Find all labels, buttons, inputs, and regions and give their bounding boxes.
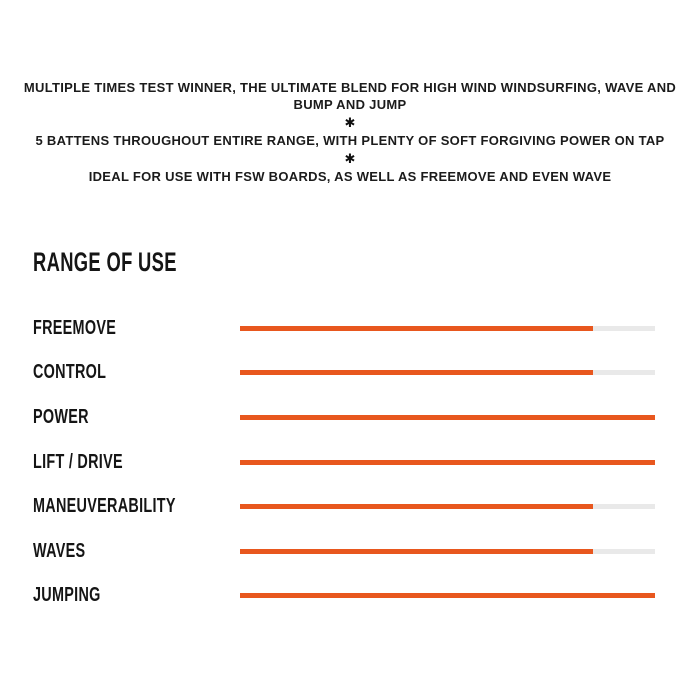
range-bar-row <box>33 440 655 485</box>
range-bar-fill <box>240 504 593 509</box>
range-bar-fill <box>240 549 593 554</box>
range-label-text: JUMPING <box>33 584 101 607</box>
range-of-use-title <box>33 248 700 276</box>
range-bar-fill <box>240 593 655 598</box>
range-label <box>33 451 240 474</box>
range-bar-row <box>33 395 655 440</box>
highlight-line-2: 5 BATTENS THROUGHOUT ENTIRE RANGE, WITH PLENTY OF SOFT FORGIVING POWER ON TAP <box>35 133 665 148</box>
range-label-text: LIFT / DRIVE <box>33 450 123 473</box>
range-label-text: CONTROL <box>33 361 107 384</box>
range-bar-track <box>240 415 655 420</box>
range-bar-row <box>33 306 655 351</box>
range-chart <box>33 306 655 618</box>
highlight-line-3: IDEAL FOR USE WITH FSW BOARDS, AS WELL AS FREEMOVE AND EVEN WAVE <box>88 169 612 184</box>
range-bar-row <box>33 574 655 619</box>
highlight-line-1: MULTIPLE TIMES TEST WINNER, THE ULTIMATE BLEND FOR HIGH WIND WINDSURFING, WAVE AND BUMP AND JUMP <box>23 80 677 112</box>
range-bar-fill <box>240 460 655 465</box>
range-bar-track <box>240 460 655 465</box>
range-label <box>33 317 240 340</box>
range-bar-track <box>240 326 655 331</box>
range-label <box>33 361 240 384</box>
range-label <box>33 584 240 607</box>
asterisk-icon: ✱ <box>344 151 356 166</box>
range-bar-track <box>240 504 655 509</box>
range-bar-fill <box>240 370 593 375</box>
range-bar-row <box>33 484 655 529</box>
range-bar-fill <box>240 415 655 420</box>
range-bar-track <box>240 549 655 554</box>
range-bar-track <box>240 593 655 598</box>
range-label <box>33 495 240 518</box>
product-highlights <box>0 0 700 185</box>
range-label-text: WAVES <box>33 539 86 562</box>
range-of-use-title-text: RANGE OF USE <box>33 247 177 277</box>
range-label <box>33 406 240 429</box>
range-bar-row <box>33 529 655 574</box>
range-label-text: POWER <box>33 405 89 428</box>
range-label-text: FREEMOVE <box>33 316 117 339</box>
range-bar-track <box>240 370 655 375</box>
asterisk-icon: ✱ <box>344 115 356 130</box>
range-bar-fill <box>240 326 593 331</box>
range-bar-row <box>33 351 655 396</box>
range-label-text: MANEUVERABILITY <box>33 495 176 518</box>
range-label <box>33 540 240 563</box>
